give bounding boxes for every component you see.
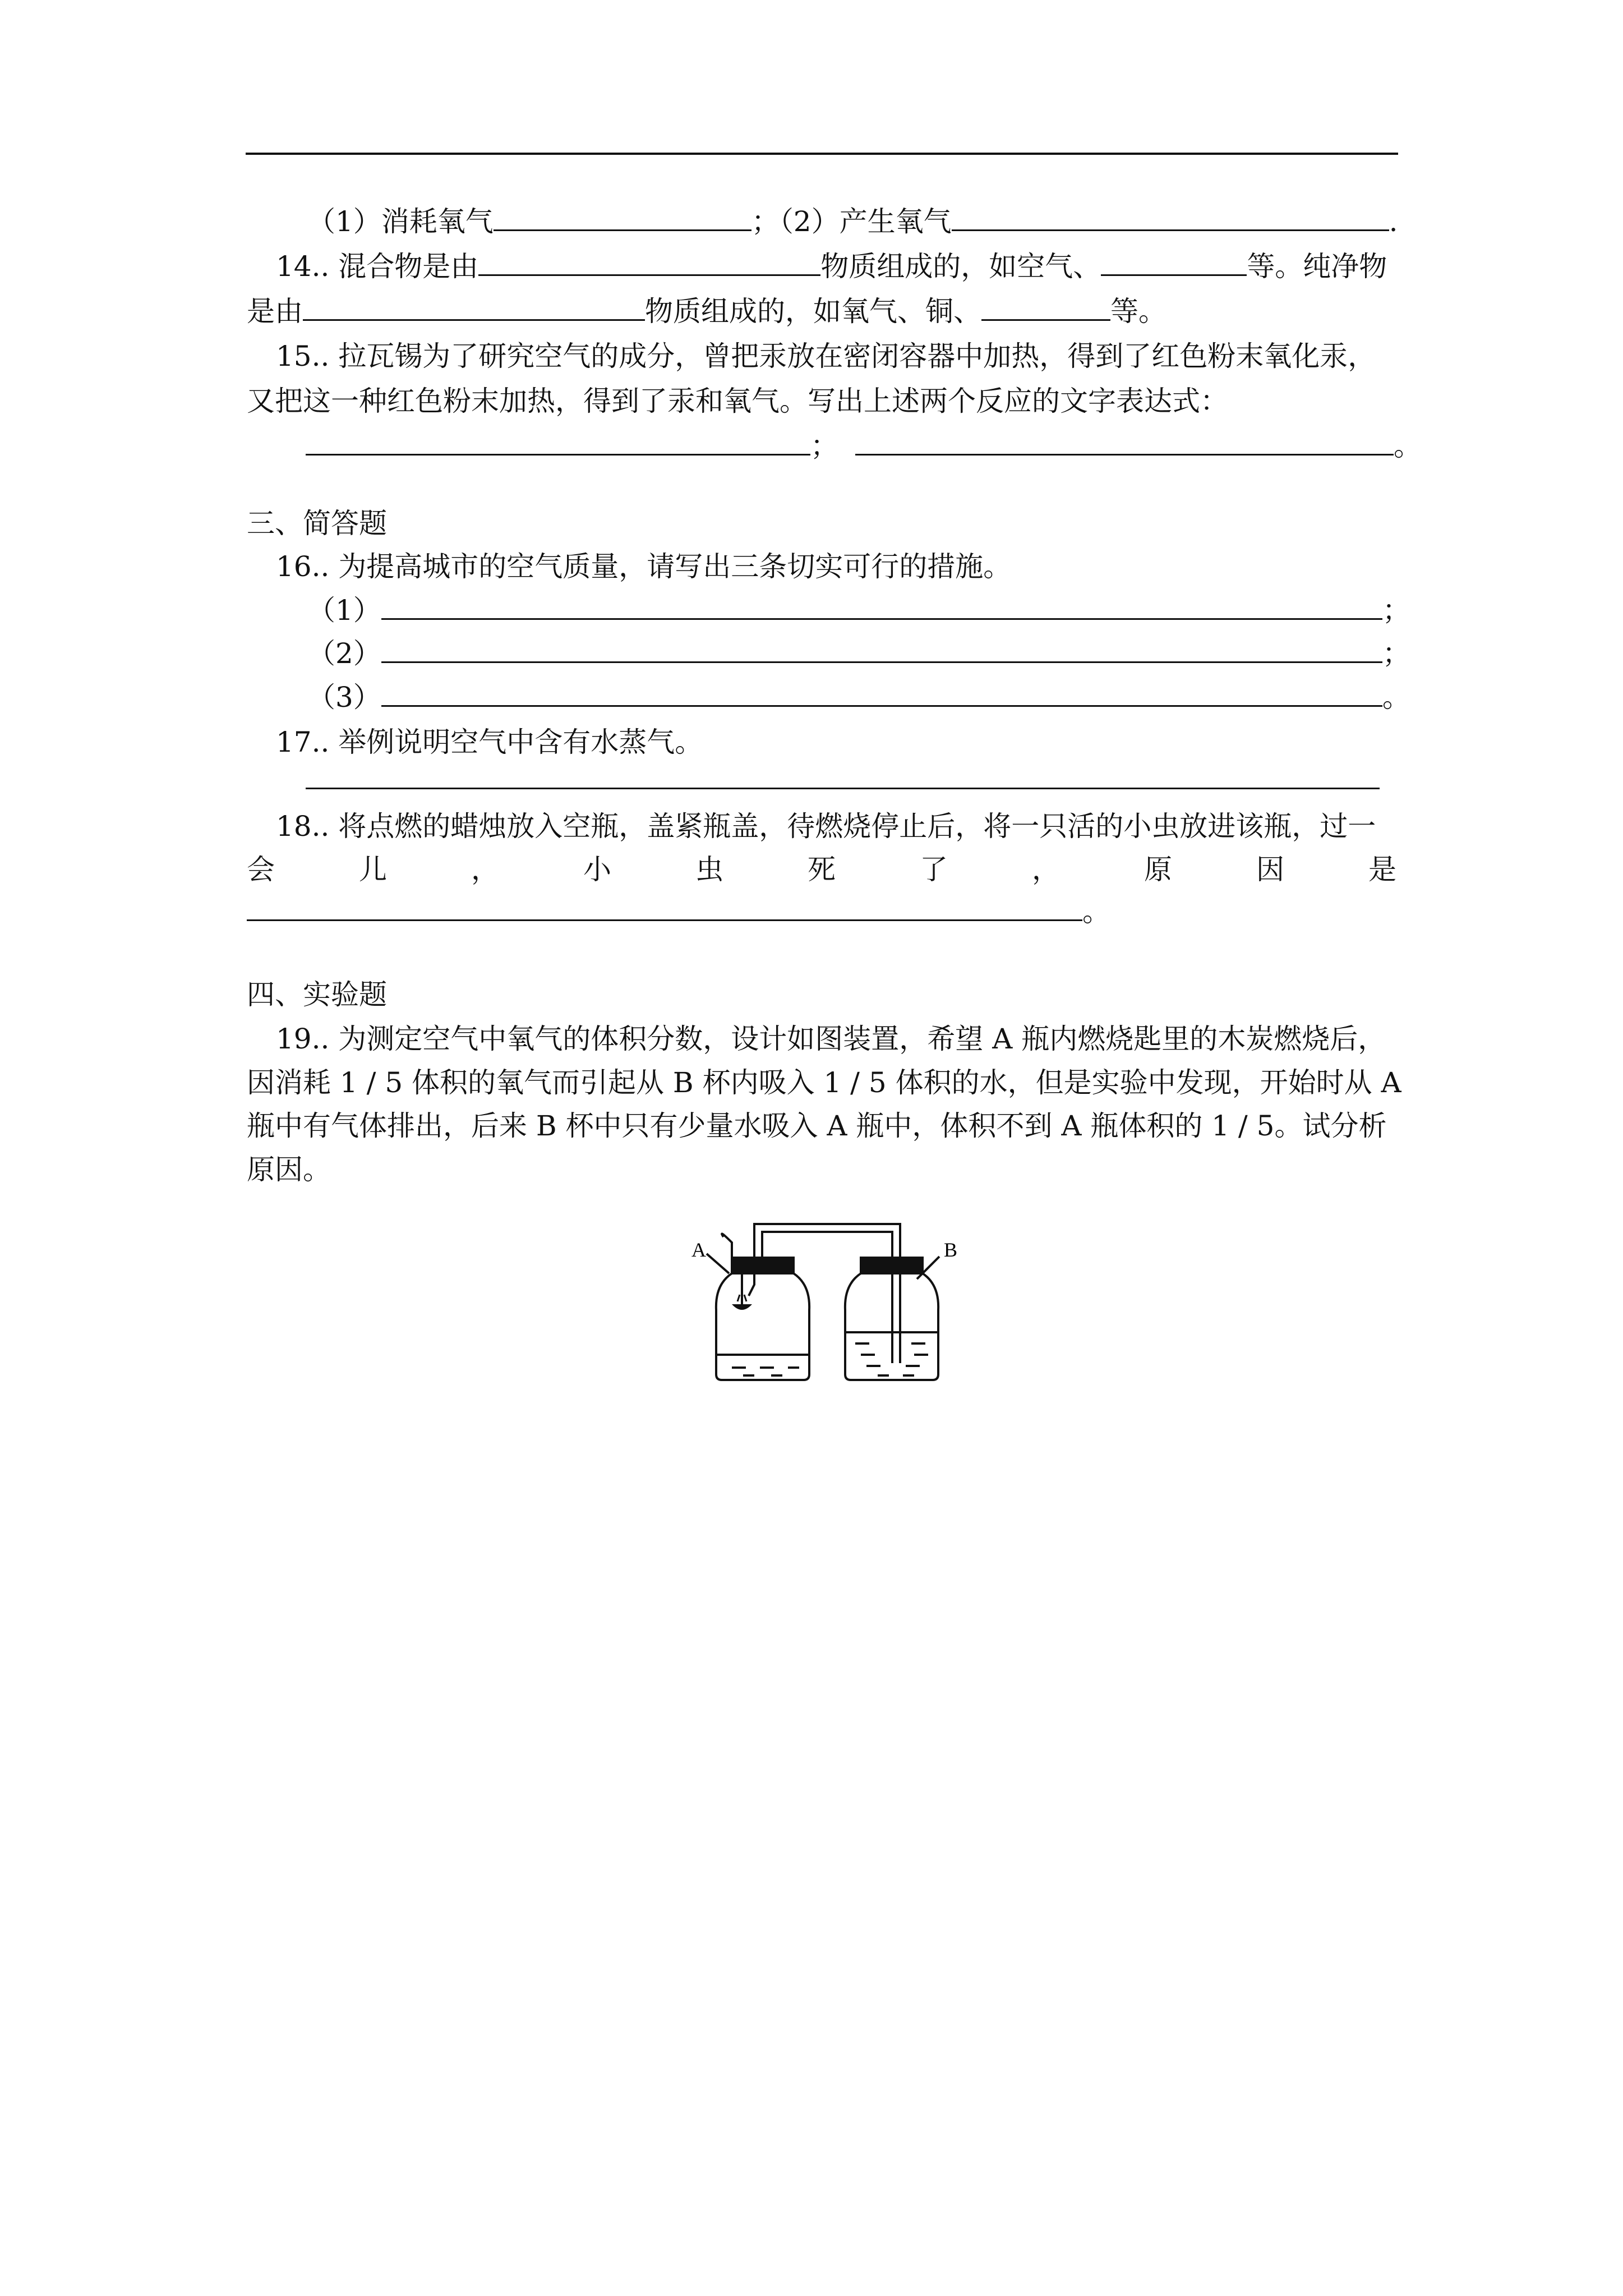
q16-item-1-label: （1） — [307, 594, 381, 627]
q13-blank-2[interactable] — [952, 197, 1389, 231]
q16-item-2-end: ； — [1382, 637, 1410, 670]
q13-separator: ； — [751, 205, 780, 238]
q13-part2-label: （2）产生氧气 — [779, 205, 952, 238]
q13-end: . — [1389, 205, 1398, 238]
q14-line-1 — [276, 241, 1387, 292]
q15-blank-2[interactable] — [855, 421, 1394, 455]
q14-text-c: 等。纯净物 — [1247, 250, 1387, 283]
q14-text-f: 等。 — [1110, 295, 1166, 328]
q18-char: 了 — [920, 853, 948, 886]
label-a-pointer — [707, 1254, 729, 1273]
q18-char: 是 — [1368, 853, 1396, 886]
q18-line-1: 18.. 将点燃的蜡烛放入空瓶，盖紧瓶盖，待燃烧停止后，将一只活的小虫放进该瓶，过一 — [276, 810, 1376, 843]
q16-item-2-label: （2） — [307, 637, 381, 670]
q18-char: 小 — [583, 853, 611, 886]
q18-char: 儿 — [359, 853, 387, 886]
q18-blank[interactable] — [247, 887, 1082, 921]
q19-line-2: 因消耗 1 / 5 体积的氧气而引起从 B 杯内吸入 1 / 5 体积的水，但是实验中发现，开始时从 A — [247, 1066, 1401, 1099]
q19-line-4: 原因。 — [247, 1153, 331, 1186]
q19-line-1: 19.. 为测定空气中氧气的体积分数，设计如图装置，希望 A 瓶内燃烧匙里的木炭燃烧后， — [276, 1023, 1386, 1055]
q14-text-e: 物质组成的，如氧气、铜、 — [645, 295, 981, 328]
q16-blank-1[interactable] — [381, 586, 1382, 620]
q18-char: 会 — [247, 853, 275, 886]
header-rule — [246, 153, 1398, 155]
tube-in-a — [749, 1273, 754, 1296]
q14-blank-2[interactable] — [1101, 242, 1247, 276]
q18-end: 。 — [1082, 895, 1110, 928]
q14-text-a: 14.. 混合物是由 — [276, 250, 479, 283]
q16-blank-3[interactable] — [381, 673, 1382, 707]
section-3-heading: 三、简答题 — [247, 507, 387, 540]
q15-blank-1[interactable] — [306, 421, 810, 455]
q19-line-3: 瓶中有气体排出，后来 B 杯中只有少量水吸入 A 瓶中，体积不到 A 瓶体积的 1 / 5。试分析 — [247, 1110, 1387, 1142]
q16-item-3-label: （3） — [307, 681, 381, 714]
stopper-a — [731, 1257, 795, 1274]
q18-char: ， — [1032, 853, 1060, 886]
q18-char: 因 — [1256, 853, 1284, 886]
q13-part1-label: （1）消耗氧气 — [307, 205, 494, 238]
q15-line-1: 15.. 拉瓦锡为了研究空气的成分，曾把汞放在密闭容器中加热，得到了红色粉末氧化汞， — [276, 340, 1376, 372]
q14-blank-3[interactable] — [303, 287, 645, 321]
q14-text-b: 物质组成的，如空气、 — [820, 250, 1101, 283]
q16-item-1-end: ； — [1382, 594, 1410, 627]
q16-stem: 16.. 为提高城市的空气质量，请写出三条切实可行的措施。 — [276, 550, 1012, 583]
q18-char: 虫 — [695, 853, 723, 886]
q18-char: 死 — [808, 853, 836, 886]
bottle-a-outline — [716, 1273, 809, 1380]
q16-blank-2[interactable] — [381, 629, 1382, 663]
q14-blank-4[interactable] — [981, 287, 1110, 321]
bottle-a-label: A — [691, 1239, 706, 1261]
q15-answer-line — [306, 421, 1422, 471]
tube-in-b — [892, 1273, 900, 1363]
q16-item-2 — [307, 628, 1410, 679]
section-4-heading: 四、实验题 — [247, 978, 387, 1011]
q15-end: 。 — [1394, 430, 1422, 462]
apparatus-figure — [676, 1212, 979, 1397]
q14-line-2 — [247, 286, 1166, 337]
q18-char: ， — [471, 853, 499, 886]
q16-item-3-end: 。 — [1382, 681, 1410, 714]
q13-line — [307, 196, 1398, 247]
spoon-handle-top — [722, 1234, 732, 1262]
q17-answer-line — [306, 754, 1380, 805]
q13-blank-1[interactable] — [494, 197, 751, 231]
q15-separator: ； — [810, 430, 838, 462]
stopper-b — [860, 1257, 924, 1274]
water-a-lines — [732, 1368, 799, 1375]
q17-blank[interactable] — [306, 755, 1380, 789]
q14-text-d: 是由 — [247, 295, 303, 328]
q14-blank-1[interactable] — [478, 242, 820, 276]
bottle-b-label: B — [944, 1239, 958, 1261]
q16-item-3 — [307, 672, 1410, 723]
q15-line-2: 又把这一种红色粉末加热，得到了汞和氧气。写出上述两个反应的文字表达式： — [247, 385, 1228, 417]
q18-answer-line — [247, 886, 1110, 937]
charcoal-spoon — [732, 1304, 752, 1310]
flame-icon — [737, 1292, 746, 1301]
q18-char: 原 — [1144, 853, 1172, 886]
q17-stem: 17.. 举例说明空气中含有水蒸气。 — [276, 726, 703, 758]
